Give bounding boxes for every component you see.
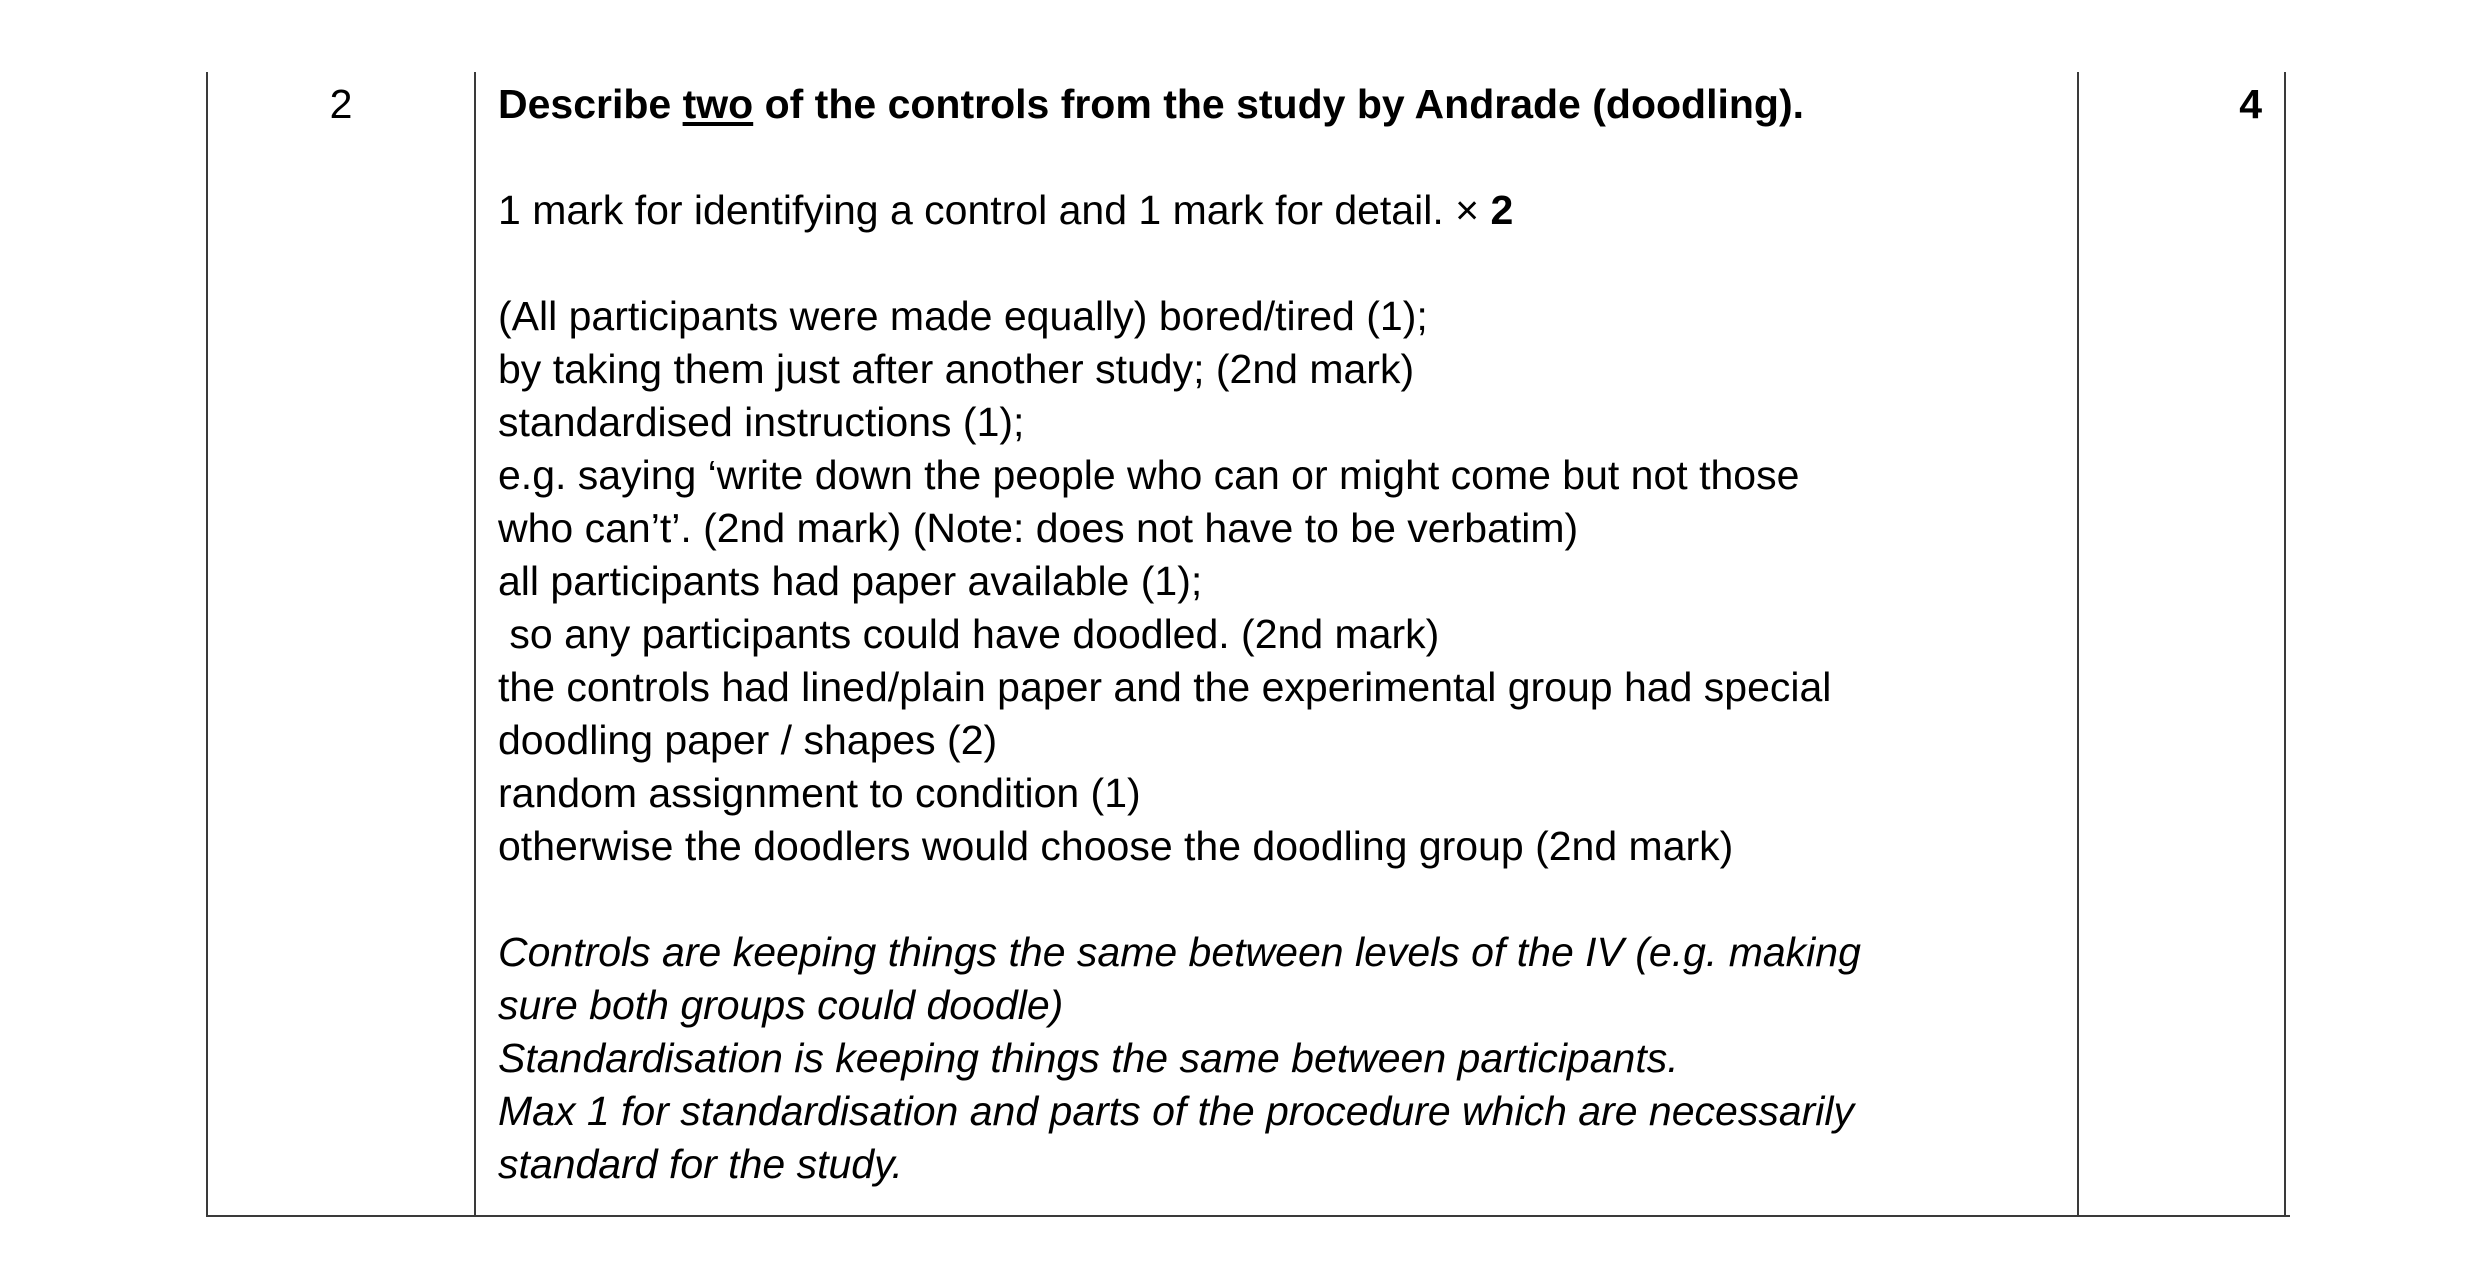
answer-line: who can’t’. (2nd mark) (Note: does not have to be verbatim) (498, 505, 1579, 551)
question-number: 2 (329, 81, 353, 127)
note-line: standard for the study. (498, 1141, 903, 1187)
note-line: Standardisation is keeping things the same between participants. (498, 1035, 1679, 1081)
times-symbol: × (1455, 187, 1480, 233)
note-line: Controls are keeping things the same between levels of the IV (e.g. making (498, 929, 1861, 975)
table-border-bottom (206, 1215, 2290, 1217)
guidance-multiplier: 2 (1479, 187, 1514, 233)
examiner-notes (498, 926, 2078, 1191)
marking-guidance (498, 184, 2078, 237)
table-border-right (2284, 72, 2286, 1217)
note-line: sure both groups could doodle) (498, 982, 1064, 1028)
answer-line: random assignment to condition (1) (498, 770, 1141, 816)
table-divider-question (474, 72, 476, 1217)
spacer (498, 237, 2078, 290)
answer-line: by taking them just after another study; (2nd mark) (498, 346, 1415, 392)
table-border-left (206, 72, 208, 1217)
guidance-text: 1 mark for identifying a control and 1 mark for detail. (498, 187, 1456, 233)
question-text (498, 78, 2078, 131)
answer-line: e.g. saying ‘write down the people who can or might come but not those (498, 452, 1800, 498)
spacer (498, 131, 2078, 184)
question-emphasis: two (682, 81, 754, 127)
answer-line: standardised instructions (1); (498, 399, 1025, 445)
answer-line: the controls had lined/plain paper and the experimental group had special (498, 664, 1832, 710)
answer-line: so any participants could have doodled. (2nd mark) (498, 611, 1440, 657)
question-suffix: of the controls from the study by Andrade (doodling). (753, 81, 1804, 127)
answer-cell (498, 78, 2078, 1191)
answer-line: (All participants were made equally) bored/tired (1); (498, 293, 1428, 339)
answer-line: otherwise the doodlers would choose the doodling group (2nd mark) (498, 823, 1734, 869)
note-line: Max 1 for standardisation and parts of the procedure which are necessarily (498, 1088, 1855, 1134)
answer-list (498, 290, 2078, 873)
answer-line: all participants had paper available (1); (498, 558, 1203, 604)
question-prefix: Describe (498, 81, 683, 127)
spacer (498, 873, 2078, 926)
answer-line: doodling paper / shapes (2) (498, 717, 998, 763)
marks-value: 4 (2239, 81, 2262, 127)
